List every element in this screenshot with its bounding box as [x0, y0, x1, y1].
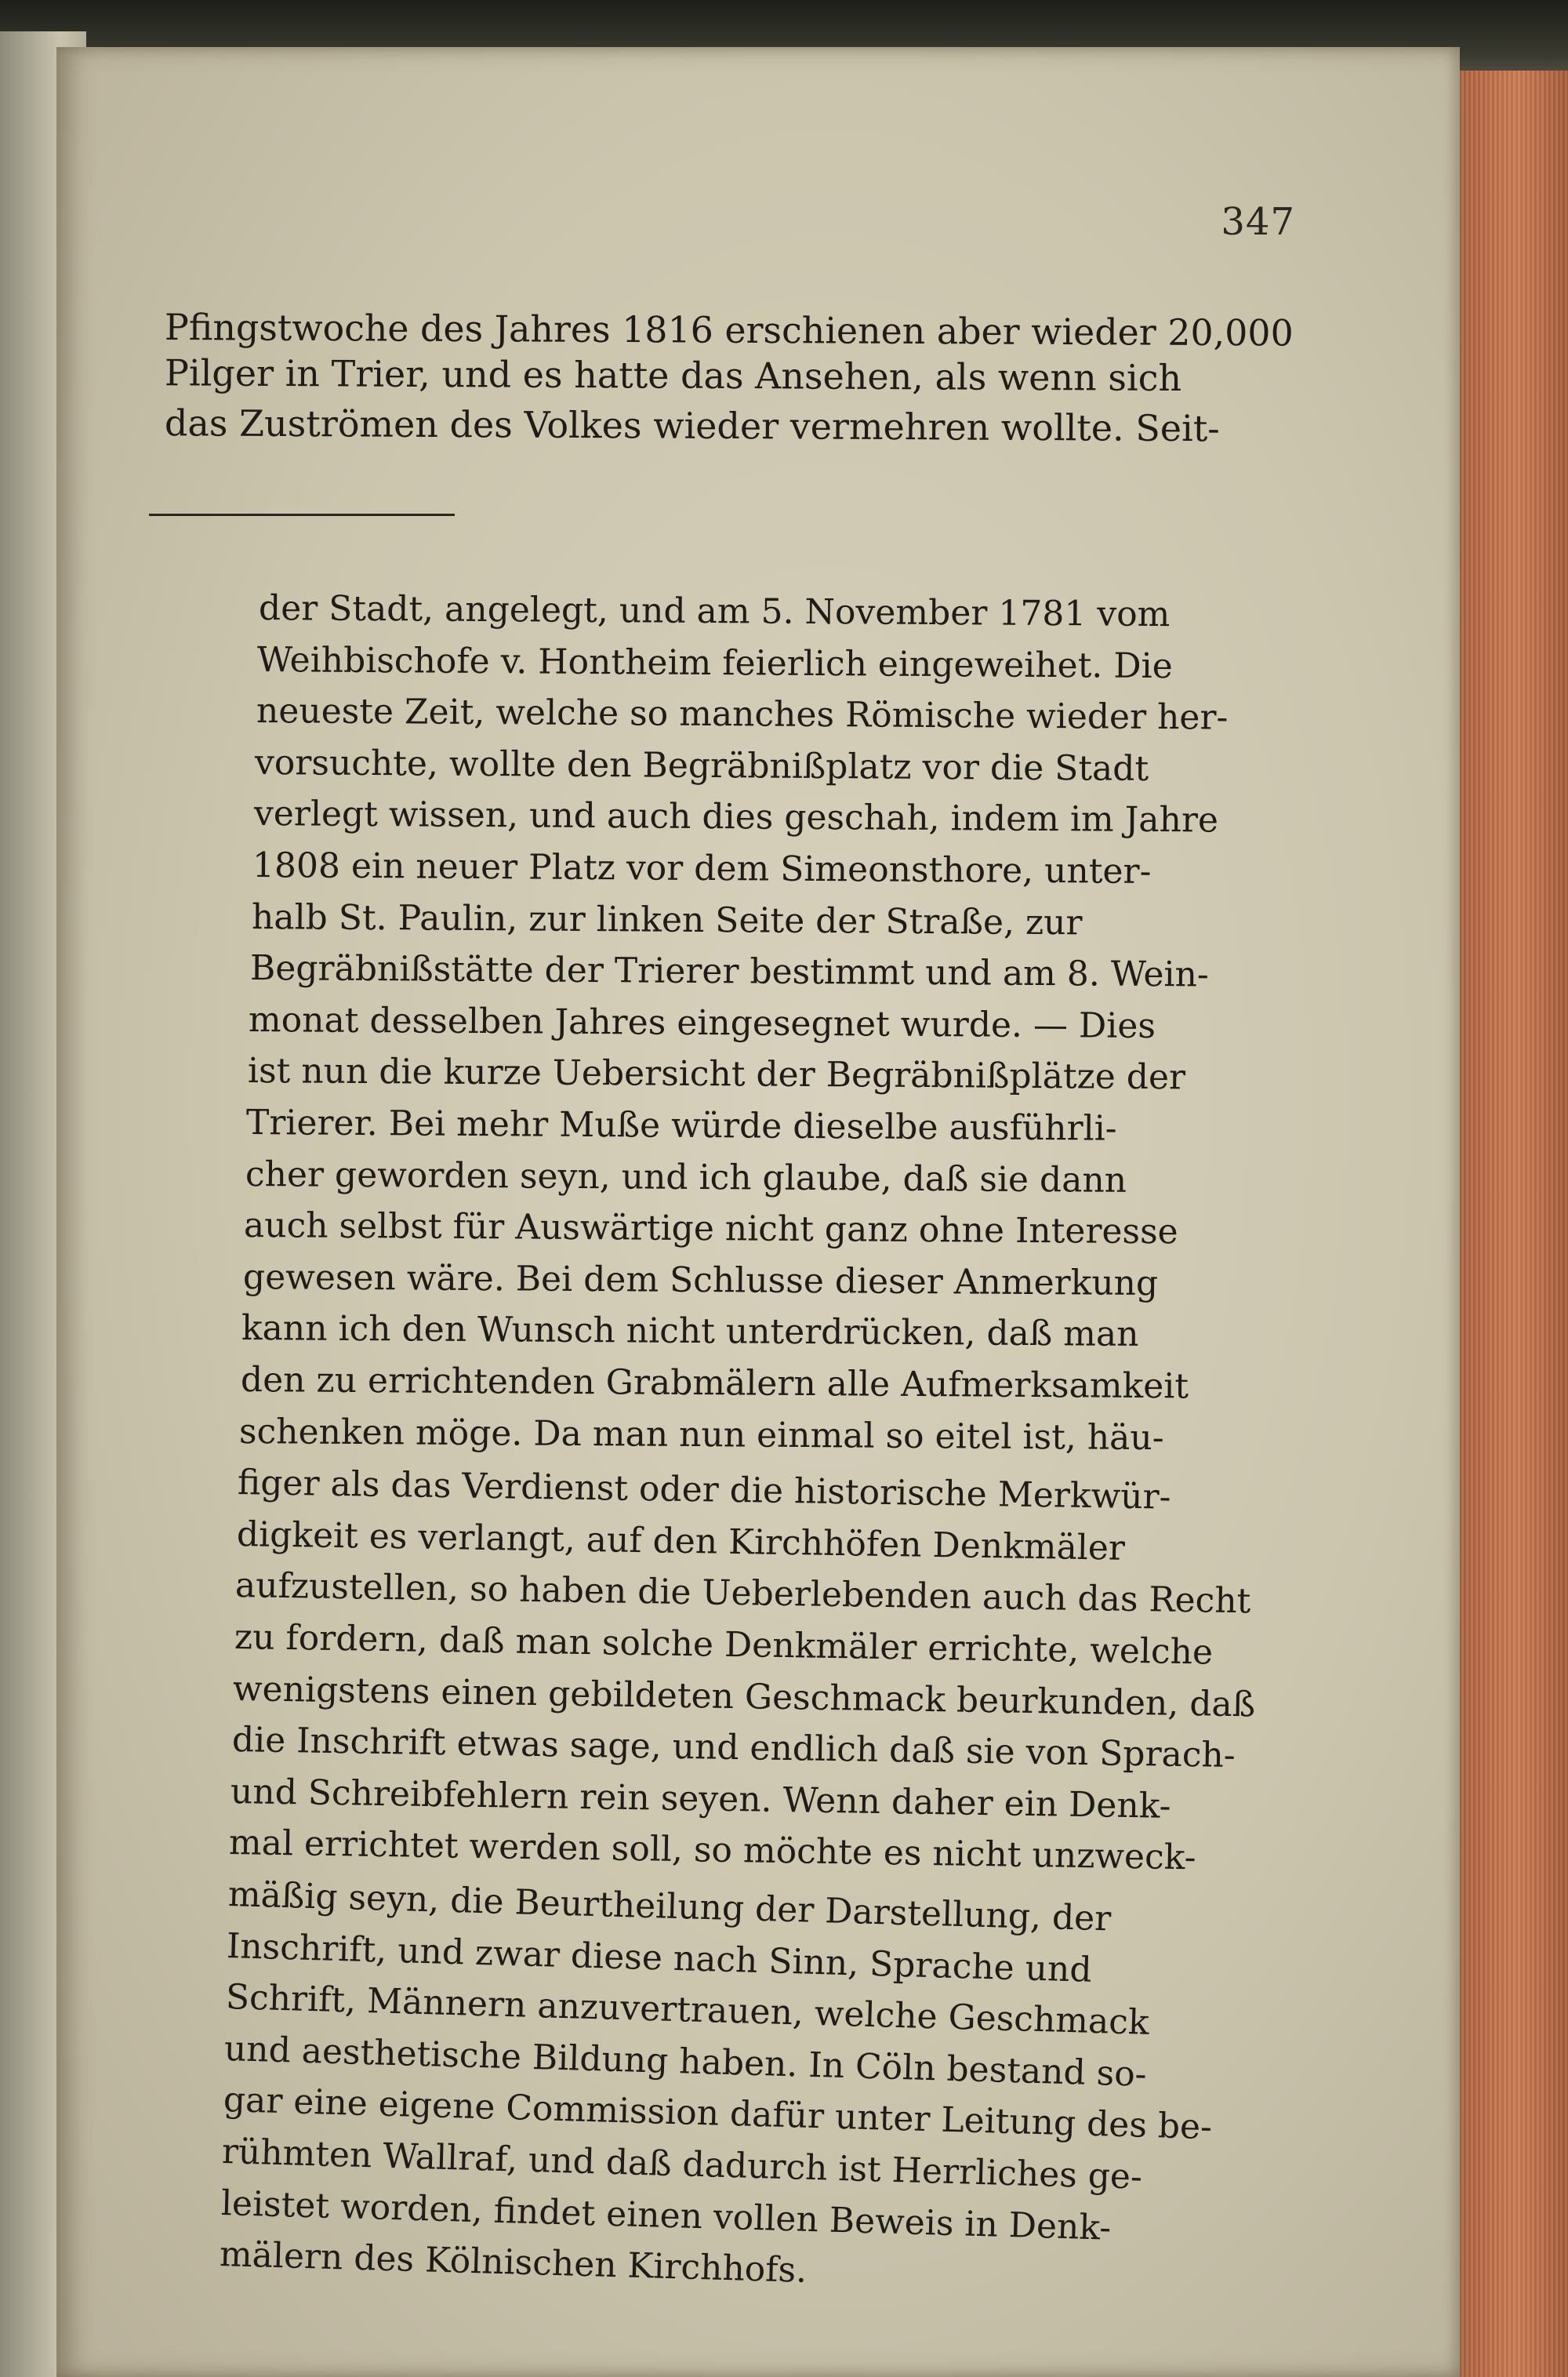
footnote-line: neueste Zeit, welche so manches Römische wieder her-: [256, 691, 1229, 738]
footnote-line: vorsuchte, wollte den Begräbnißplatz vor die Stadt: [254, 743, 1149, 789]
footnote-line: auch selbst für Auswärtige nicht ganz ohne Interesse: [243, 1205, 1178, 1252]
page-block-edge: [1443, 71, 1568, 2377]
footnote-line: Begräbnißstätte der Trierer bestimmt und am 8. Wein-: [249, 948, 1209, 995]
footnote-line: die Inschrift etwas sage, und endlich daß sie von Sprach-: [231, 1720, 1236, 1776]
footnote-line: rühmten Wallraf, und daß dadurch ist Herrliches ge-: [221, 2132, 1143, 2197]
book-page: [56, 47, 1460, 2377]
text-line: Pilger in Trier, und es hatte das Ansehen, als wenn sich: [164, 351, 1182, 400]
footnote-line: monat desselben Jahres eingesegnet wurde. — Dies: [248, 1000, 1156, 1047]
footnote-line: Inschrift, und zwar diese nach Sinn, Sprache und: [226, 1926, 1093, 1990]
footnote-line: und aesthetische Bildung haben. In Cöln bestand so-: [223, 2029, 1148, 2095]
footnote-line: und Schreibfehlern rein seyen. Wenn daher ein Denk-: [230, 1772, 1171, 1826]
footnote-line: kann ich den Wunsch nicht unterdrücken, daß man: [241, 1308, 1139, 1354]
footnote-line: aufzustellen, so haben die Ueberlebenden auch das Recht: [234, 1565, 1251, 1622]
footnote-line: den zu errichtenden Grabmälern alle Aufmerksamkeit: [240, 1360, 1189, 1407]
footnote-line: Weihbischofe v. Hontheim feierlich eingeweihet. Die: [256, 640, 1173, 687]
footnote-line: 1808 ein neuer Platz vor dem Simeonsthore, unter-: [252, 845, 1152, 892]
footnote-line: cher geworden seyn, und ich glaube, daß sie dann: [245, 1154, 1127, 1201]
footnote-line: mälern des Kölnischen Kirchhofs.: [219, 2234, 808, 2291]
footnote-line: gewesen wäre. Bei dem Schlusse dieser Anmerkung: [242, 1257, 1159, 1304]
footnote-line: mäßig seyn, die Beurtheilung der Darstellung, der: [227, 1874, 1112, 1939]
text-line: das Zuströmen des Volkes wieder vermehren wollte. Seit-: [164, 402, 1220, 450]
footnote-line: wenigstens einen gebildeten Geschmack beurkunden, daß: [232, 1669, 1256, 1725]
footnote-line: leistet worden, findet einen vollen Beweis in Denk-: [220, 2183, 1112, 2248]
footnote-line: mal errichtet werden soll, so möchte es nicht unzweck-: [228, 1823, 1196, 1878]
footnote-line: gar eine eigene Commission dafür unter Leitung des be-: [223, 2080, 1213, 2148]
footnote-line: der Stadt, angelegt, und am 5. November 1781 vom: [258, 588, 1171, 635]
footnote-line: schenken möge. Da man nun einmal so eitel ist, häu-: [238, 1412, 1164, 1459]
page-number: 347: [1221, 200, 1295, 244]
footnote-line: verlegt wissen, und auch dies geschah, indem im Jahre: [253, 794, 1219, 841]
footnote-line: halb St. Paulin, zur linken Seite der Straße, zur: [251, 897, 1083, 943]
footnote-line: Trierer. Bei mehr Muße würde dieselbe ausführli-: [245, 1103, 1117, 1149]
footnote-line: zu fordern, daß man solche Denkmäler errichte, welche: [234, 1617, 1214, 1673]
footnote-line: Schrift, Männern anzuvertrauen, welche Geschmack: [225, 1977, 1150, 2043]
footnote-line: figer als das Verdienst oder die historische Merkwür-: [237, 1463, 1171, 1517]
footnote-line: digkeit es verlangt, auf den Kirchhöfen Denkmäler: [236, 1514, 1126, 1568]
footnote-separator: [149, 514, 455, 516]
text-line: Pfingstwoche des Jahres 1816 erschienen aber wieder 20,000: [164, 306, 1294, 354]
footnote-line: ist nun die kurze Uebersicht der Begräbnißplätze der: [247, 1051, 1186, 1098]
